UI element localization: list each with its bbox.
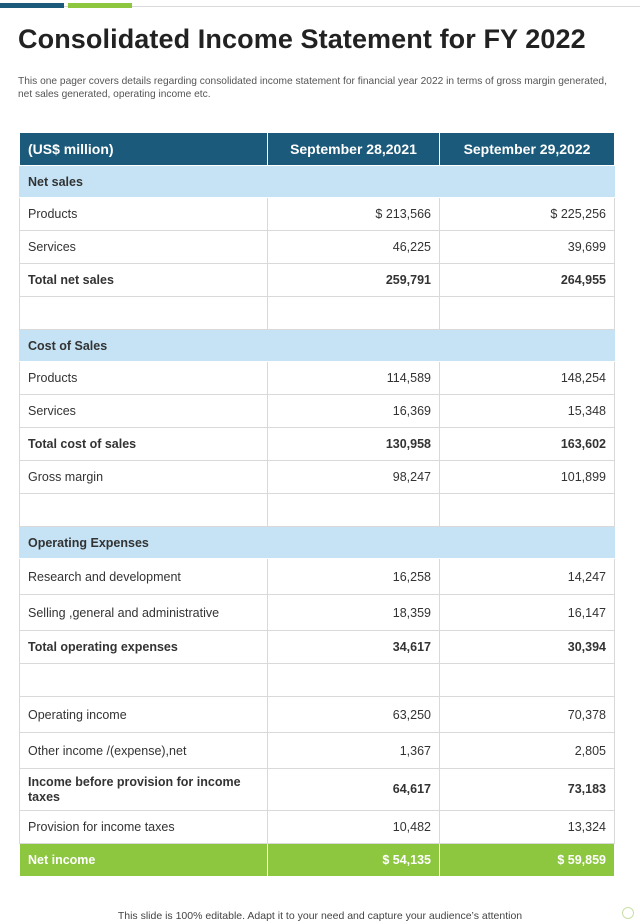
- table-row: [20, 733, 615, 769]
- table-row-total: [20, 264, 615, 297]
- section-cost-of-sales: [20, 330, 615, 362]
- circle-icon: [622, 907, 634, 919]
- row-label: Net income: [20, 844, 268, 877]
- value-2021: 114,589: [268, 362, 440, 395]
- value-2022: 14,247: [440, 559, 615, 595]
- table-row: [20, 559, 615, 595]
- value-2021: 1,367: [268, 733, 440, 769]
- page-title: Consolidated Income Statement for FY 2022: [18, 24, 586, 54]
- table-row-spacer: [20, 297, 615, 330]
- value-2022: 163,602: [440, 428, 615, 461]
- row-label: Selling ,general and administrative: [20, 595, 268, 631]
- table-row-spacer: [20, 664, 615, 697]
- table-row-total: [20, 428, 615, 461]
- row-label: Services: [20, 231, 268, 264]
- section-operating-expenses: [20, 527, 615, 559]
- row-label: Research and development: [20, 559, 268, 595]
- row-label: Products: [20, 362, 268, 395]
- income-statement-table: [19, 132, 615, 877]
- page-subtitle: This one pager covers details regarding consolidated income statement for financial year 2022 in terms of gross margin generated, net sales generated, operating income etc.: [18, 76, 607, 100]
- row-label: Products: [20, 198, 268, 231]
- table-row-total: [20, 631, 615, 664]
- row-label: Gross margin: [20, 461, 268, 494]
- row-label: Other income /(expense),net: [20, 733, 268, 769]
- value-2021: 16,369: [268, 395, 440, 428]
- value-2022: 101,899: [440, 461, 615, 494]
- value-2022: 148,254: [440, 362, 615, 395]
- footer-note: This slide is 100% editable. Adapt it to your need and capture your audience’s attention: [117, 910, 523, 922]
- value-2021: 98,247: [268, 461, 440, 494]
- section-label: Cost of Sales: [20, 330, 268, 362]
- table-header-row: [20, 133, 615, 166]
- value-2021: 64,617: [268, 769, 440, 811]
- row-label: Total net sales: [20, 264, 268, 297]
- table-row: [20, 362, 615, 395]
- value-2022: 13,324: [440, 811, 615, 844]
- row-label: Services: [20, 395, 268, 428]
- value-2022: 39,699: [440, 231, 615, 264]
- header-fy2021: September 28,2021: [268, 133, 440, 166]
- row-label: Income before provision for income taxes: [20, 769, 268, 811]
- value-2021: 16,258: [268, 559, 440, 595]
- value-2021: 34,617: [268, 631, 440, 664]
- top-accent-bar: [0, 0, 640, 8]
- value-2022: 15,348: [440, 395, 615, 428]
- value-2022: 2,805: [440, 733, 615, 769]
- value-2021: 18,359: [268, 595, 440, 631]
- value-2021: $ 54,135: [268, 844, 440, 877]
- value-2022: 73,183: [440, 769, 615, 811]
- value-2022: 30,394: [440, 631, 615, 664]
- header-fy2022: September 29,2022: [440, 133, 615, 166]
- header-units: (US$ million): [20, 133, 268, 166]
- table-row-total: [20, 769, 615, 811]
- section-label: Operating Expenses: [20, 527, 268, 559]
- value-2022: 264,955: [440, 264, 615, 297]
- table-row: [20, 395, 615, 428]
- table-row: [20, 461, 615, 494]
- value-2021: $ 213,566: [268, 198, 440, 231]
- value-2022: 16,147: [440, 595, 615, 631]
- row-label: Total operating expenses: [20, 631, 268, 664]
- table-row: [20, 595, 615, 631]
- section-net-sales: [20, 166, 615, 198]
- value-2021: 10,482: [268, 811, 440, 844]
- net-income-row: [20, 844, 615, 877]
- value-2022: $ 59,859: [440, 844, 615, 877]
- value-2021: 130,958: [268, 428, 440, 461]
- row-label: Total cost of sales: [20, 428, 268, 461]
- table-row: [20, 198, 615, 231]
- accent-segment-blue: [0, 3, 64, 8]
- table-row: [20, 697, 615, 733]
- table-row-spacer: [20, 494, 615, 527]
- accent-segment-green: [68, 3, 132, 8]
- value-2021: 63,250: [268, 697, 440, 733]
- table-row: [20, 811, 615, 844]
- row-label: Provision for income taxes: [20, 811, 268, 844]
- value-2021: 46,225: [268, 231, 440, 264]
- value-2022: 70,378: [440, 697, 615, 733]
- section-label: Net sales: [20, 166, 268, 198]
- table-row: [20, 231, 615, 264]
- value-2022: $ 225,256: [440, 198, 615, 231]
- row-label: Operating income: [20, 697, 268, 733]
- value-2021: 259,791: [268, 264, 440, 297]
